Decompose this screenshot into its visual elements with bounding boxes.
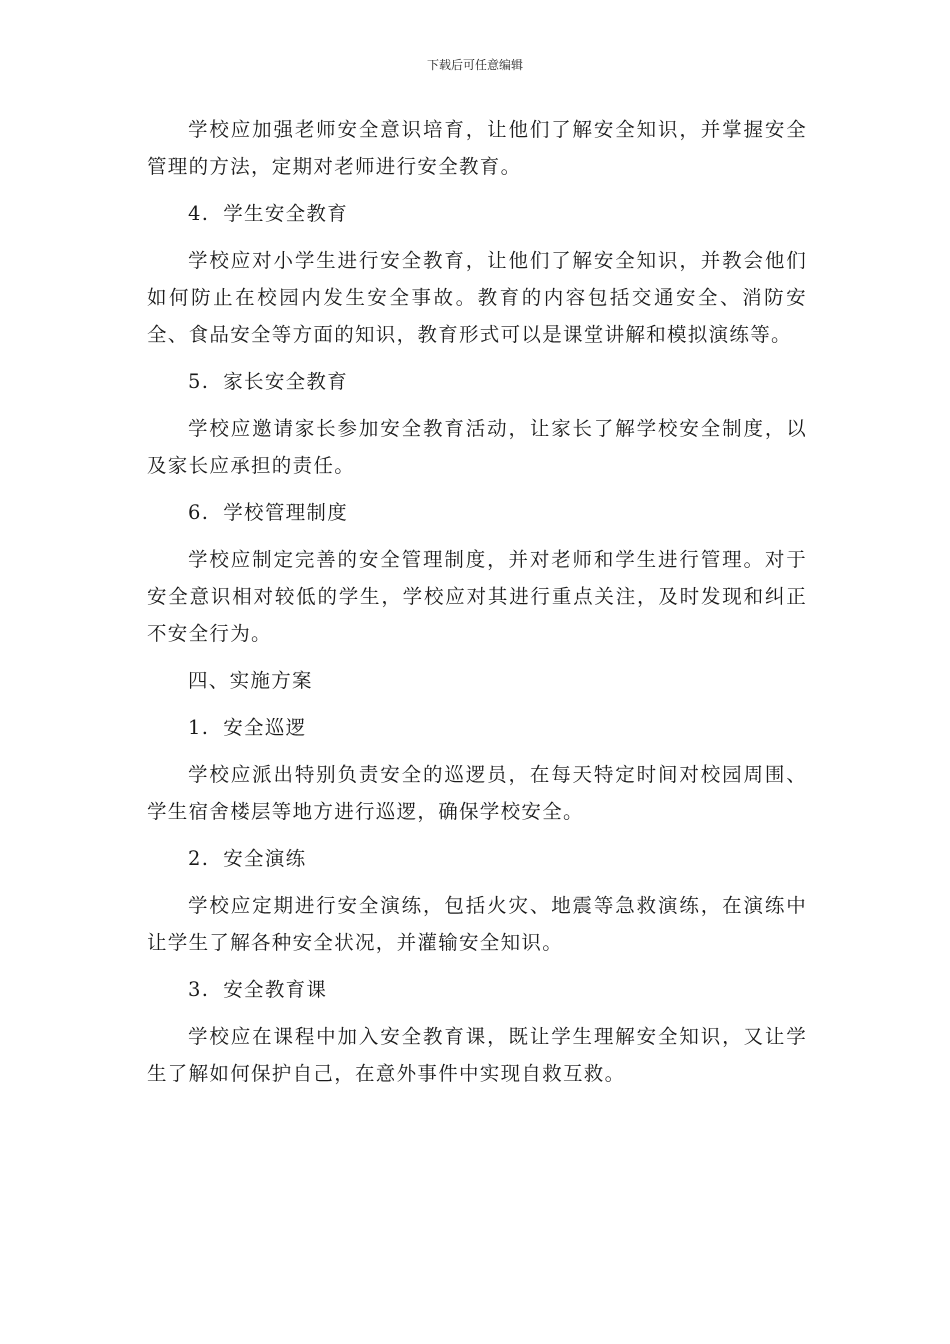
heading-number: 2. xyxy=(188,847,210,870)
paragraph-student-safety: 学校应对小学生进行安全教育，让他们了解安全知识，并教会他们如何防止在校园内发生安全事故。教育的内容包括交通安全、消防安全、食品安全等方面的知识，教育形式可以是课堂讲解和模拟演练等。 xyxy=(147,249,807,346)
heading-text: 学生安全教育 xyxy=(223,202,349,225)
paragraph-safety-patrol: 学校应派出特别负责安全的巡逻员，在每天特定时间对校园周围、学生宿舍楼层等地方进行巡逻，确保学校安全。 xyxy=(147,763,807,823)
heading-number: 6. xyxy=(188,501,210,524)
heading-text: 家长安全教育 xyxy=(223,370,349,393)
heading-text: 学校管理制度 xyxy=(223,501,349,524)
heading-number: 4. xyxy=(188,202,210,225)
heading-number: 3. xyxy=(188,978,210,1001)
heading-safety-drill xyxy=(147,840,807,877)
paragraph-school-management: 学校应制定完善的安全管理制度，并对老师和学生进行管理。对于安全意识相对较低的学生，学校应对其进行重点关注，及时发现和纠正不安全行为。 xyxy=(147,548,807,645)
heading-text: 安全教育课 xyxy=(223,978,328,1001)
heading-school-management xyxy=(147,494,807,531)
paragraph-parent-safety: 学校应邀请家长参加安全教育活动，让家长了解学校安全制度，以及家长应承担的责任。 xyxy=(147,417,807,477)
heading-text: 安全演练 xyxy=(223,847,307,870)
paragraph-teacher-safety: 学校应加强老师安全意识培育，让他们了解安全知识，并掌握安全管理的方法，定期对老师进行安全教育。 xyxy=(147,118,807,178)
heading-safety-education-course xyxy=(147,971,807,1008)
heading-number: 1. xyxy=(188,716,210,739)
paragraph-safety-education-course: 学校应在课程中加入安全教育课，既让学生理解安全知识，又让学生了解如何保护自己，在意外事件中实现自救互救。 xyxy=(147,1025,807,1085)
paragraph-safety-drill: 学校应定期进行安全演练，包括火灾、地震等急救演练，在演练中让学生了解各种安全状况，并灌输安全知识。 xyxy=(147,894,807,954)
heading-text: 安全巡逻 xyxy=(223,716,307,739)
heading-safety-patrol xyxy=(147,709,807,746)
heading-number: 5. xyxy=(188,370,210,393)
heading-student-safety-education xyxy=(147,195,807,232)
section-heading-implementation: 四、实施方案 xyxy=(188,669,313,692)
heading-parent-safety-education xyxy=(147,363,807,400)
document-body xyxy=(147,111,807,1102)
page-header: 下载后可任意编辑 xyxy=(426,58,523,72)
